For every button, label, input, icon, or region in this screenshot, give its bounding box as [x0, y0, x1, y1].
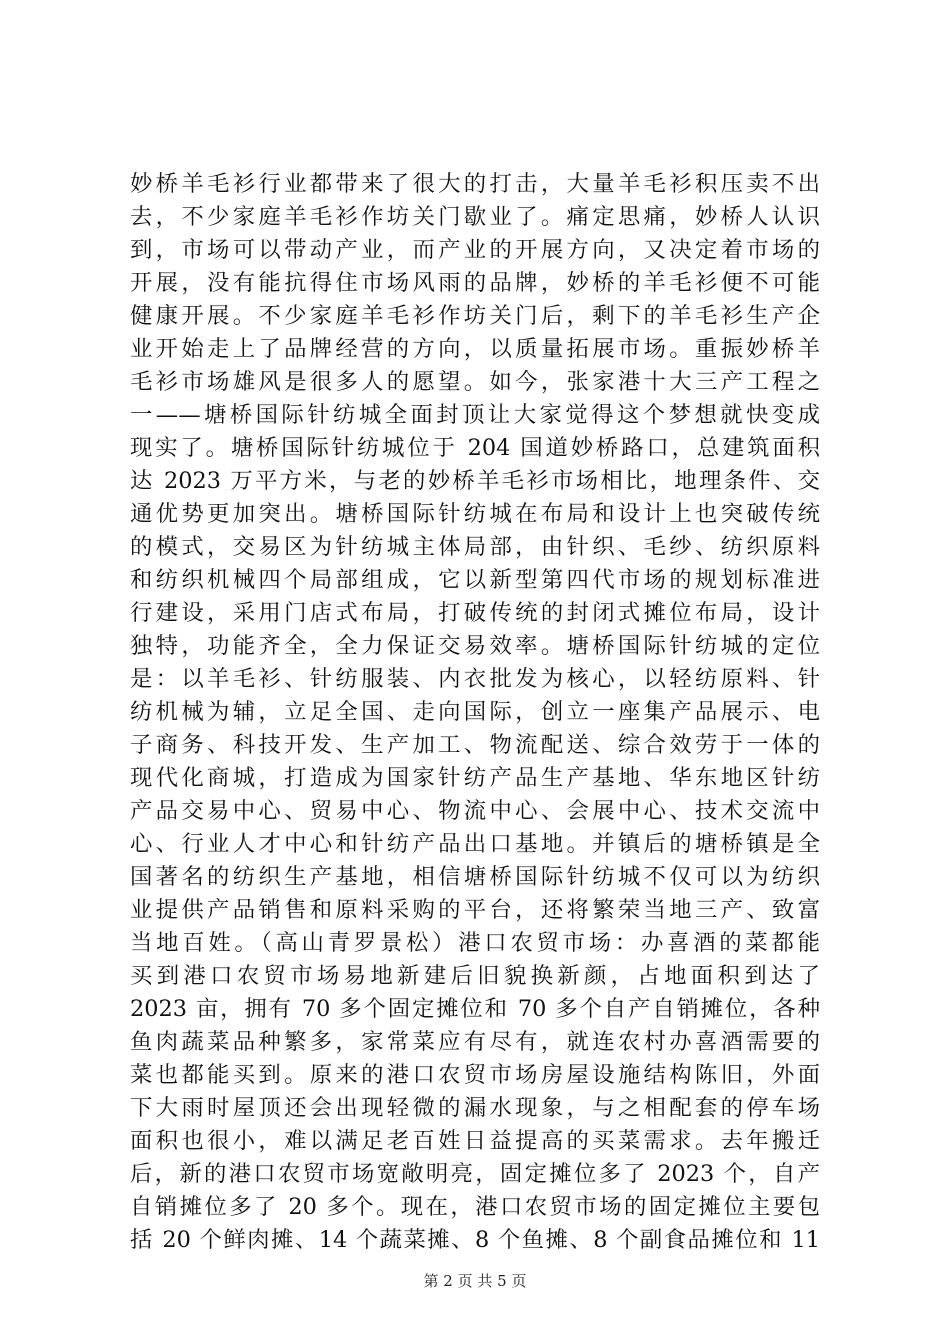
text-line: 一——塘桥国际针纺城全面封顶让大家觉得这个梦想就快变成 — [130, 402, 820, 428]
text-line: 鱼肉蔬菜品种繁多，家常菜应有尽有，就连农村办喜酒需要的 — [130, 1029, 820, 1055]
text-line: 去，不少家庭羊毛衫作坊关门歇业了。痛定思痛，妙桥人认识 — [130, 204, 820, 230]
text-line: 当地百姓。（高山青罗景松）港口农贸市场：办喜酒的菜都能 — [130, 930, 820, 956]
page-number-label: 第 2 页 共 5 页 — [423, 1272, 527, 1290]
text-line: 毛衫市场雄风是很多人的愿望。如今，张家港十大三产工程之 — [130, 369, 820, 395]
text-line: 是：以羊毛衫、针纺服装、内衣批发为核心，以轻纺原料、针 — [130, 666, 820, 692]
text-line: 后，新的港口农贸市场宽敞明亮，固定摊位多了 2023 个，自产 — [130, 1161, 820, 1187]
text-line: 通优势更加突出。塘桥国际针纺城在布局和设计上也突破传统 — [130, 501, 820, 527]
text-line: 现代化商城，打造成为国家针纺产品生产基地、华东地区针纺 — [130, 765, 820, 791]
text-line: 国著名的纺织生产基地，相信塘桥国际针纺城不仅可以为纺织 — [130, 864, 820, 890]
text-line: 开展，没有能抗得住市场风雨的品牌，妙桥的羊毛衫便不可能 — [130, 270, 820, 296]
text-line: 独特，功能齐全，全力保证交易效率。塘桥国际针纺城的定位 — [130, 633, 820, 659]
text-line: 的模式，交易区为针纺城主体局部，由针织、毛纱、纺织原料 — [130, 534, 820, 560]
text-line: 健康开展。不少家庭羊毛衫作坊关门后，剩下的羊毛衫生产企 — [130, 303, 820, 329]
text-line: 纺机械为辅，立足全国、走向国际，创立一座集产品展示、电 — [130, 699, 820, 725]
text-line: 括 20 个鲜肉摊、14 个蔬菜摊、8 个鱼摊、8 个副食品摊位和 11 — [130, 1227, 820, 1253]
text-line: 和纺织机械四个局部组成，它以新型第四代市场的规划标准进 — [130, 567, 820, 593]
text-line: 子商务、科技开发、生产加工、物流配送、综合效劳于一体的 — [130, 732, 820, 758]
text-line: 2023 亩，拥有 70 多个固定摊位和 70 多个自产自销摊位，各种 — [130, 996, 820, 1022]
text-line: 业开始走上了品牌经营的方向，以质量拓展市场。重振妙桥羊 — [130, 336, 820, 362]
text-line: 产品交易中心、贸易中心、物流中心、会展中心、技术交流中 — [130, 798, 820, 824]
page-footer — [0, 1270, 950, 1291]
text-line: 自销摊位多了 20 多个。现在，港口农贸市场的固定摊位主要包 — [130, 1194, 820, 1220]
text-line: 行建设，采用门店式布局，打破传统的封闭式摊位布局，设计 — [130, 600, 820, 626]
text-line: 达 2023 万平方米，与老的妙桥羊毛衫市场相比，地理条件、交 — [130, 468, 820, 494]
text-line: 买到港口农贸市场易地新建后旧貌换新颜，占地面积到达了 — [130, 963, 820, 989]
text-line: 菜也都能买到。原来的港口农贸市场房屋设施结构陈旧，外面 — [130, 1062, 820, 1088]
text-line: 到，市场可以带动产业，而产业的开展方向，又决定着市场的 — [130, 237, 820, 263]
text-line: 下大雨时屋顶还会出现轻微的漏水现象，与之相配套的停车场 — [130, 1095, 820, 1121]
body-text — [130, 168, 820, 1257]
text-line: 心、行业人才中心和针纺产品出口基地。并镇后的塘桥镇是全 — [130, 831, 820, 857]
text-line: 业提供产品销售和原料采购的平台，还将繁荣当地三产、致富 — [130, 897, 820, 923]
text-line: 面积也很小，难以满足老百姓日益提高的买菜需求。去年搬迁 — [130, 1128, 820, 1154]
text-line: 妙桥羊毛衫行业都带来了很大的打击，大量羊毛衫积压卖不出 — [130, 171, 820, 197]
text-line: 现实了。塘桥国际针纺城位于 204 国道妙桥路口，总建筑面积 — [130, 435, 820, 461]
